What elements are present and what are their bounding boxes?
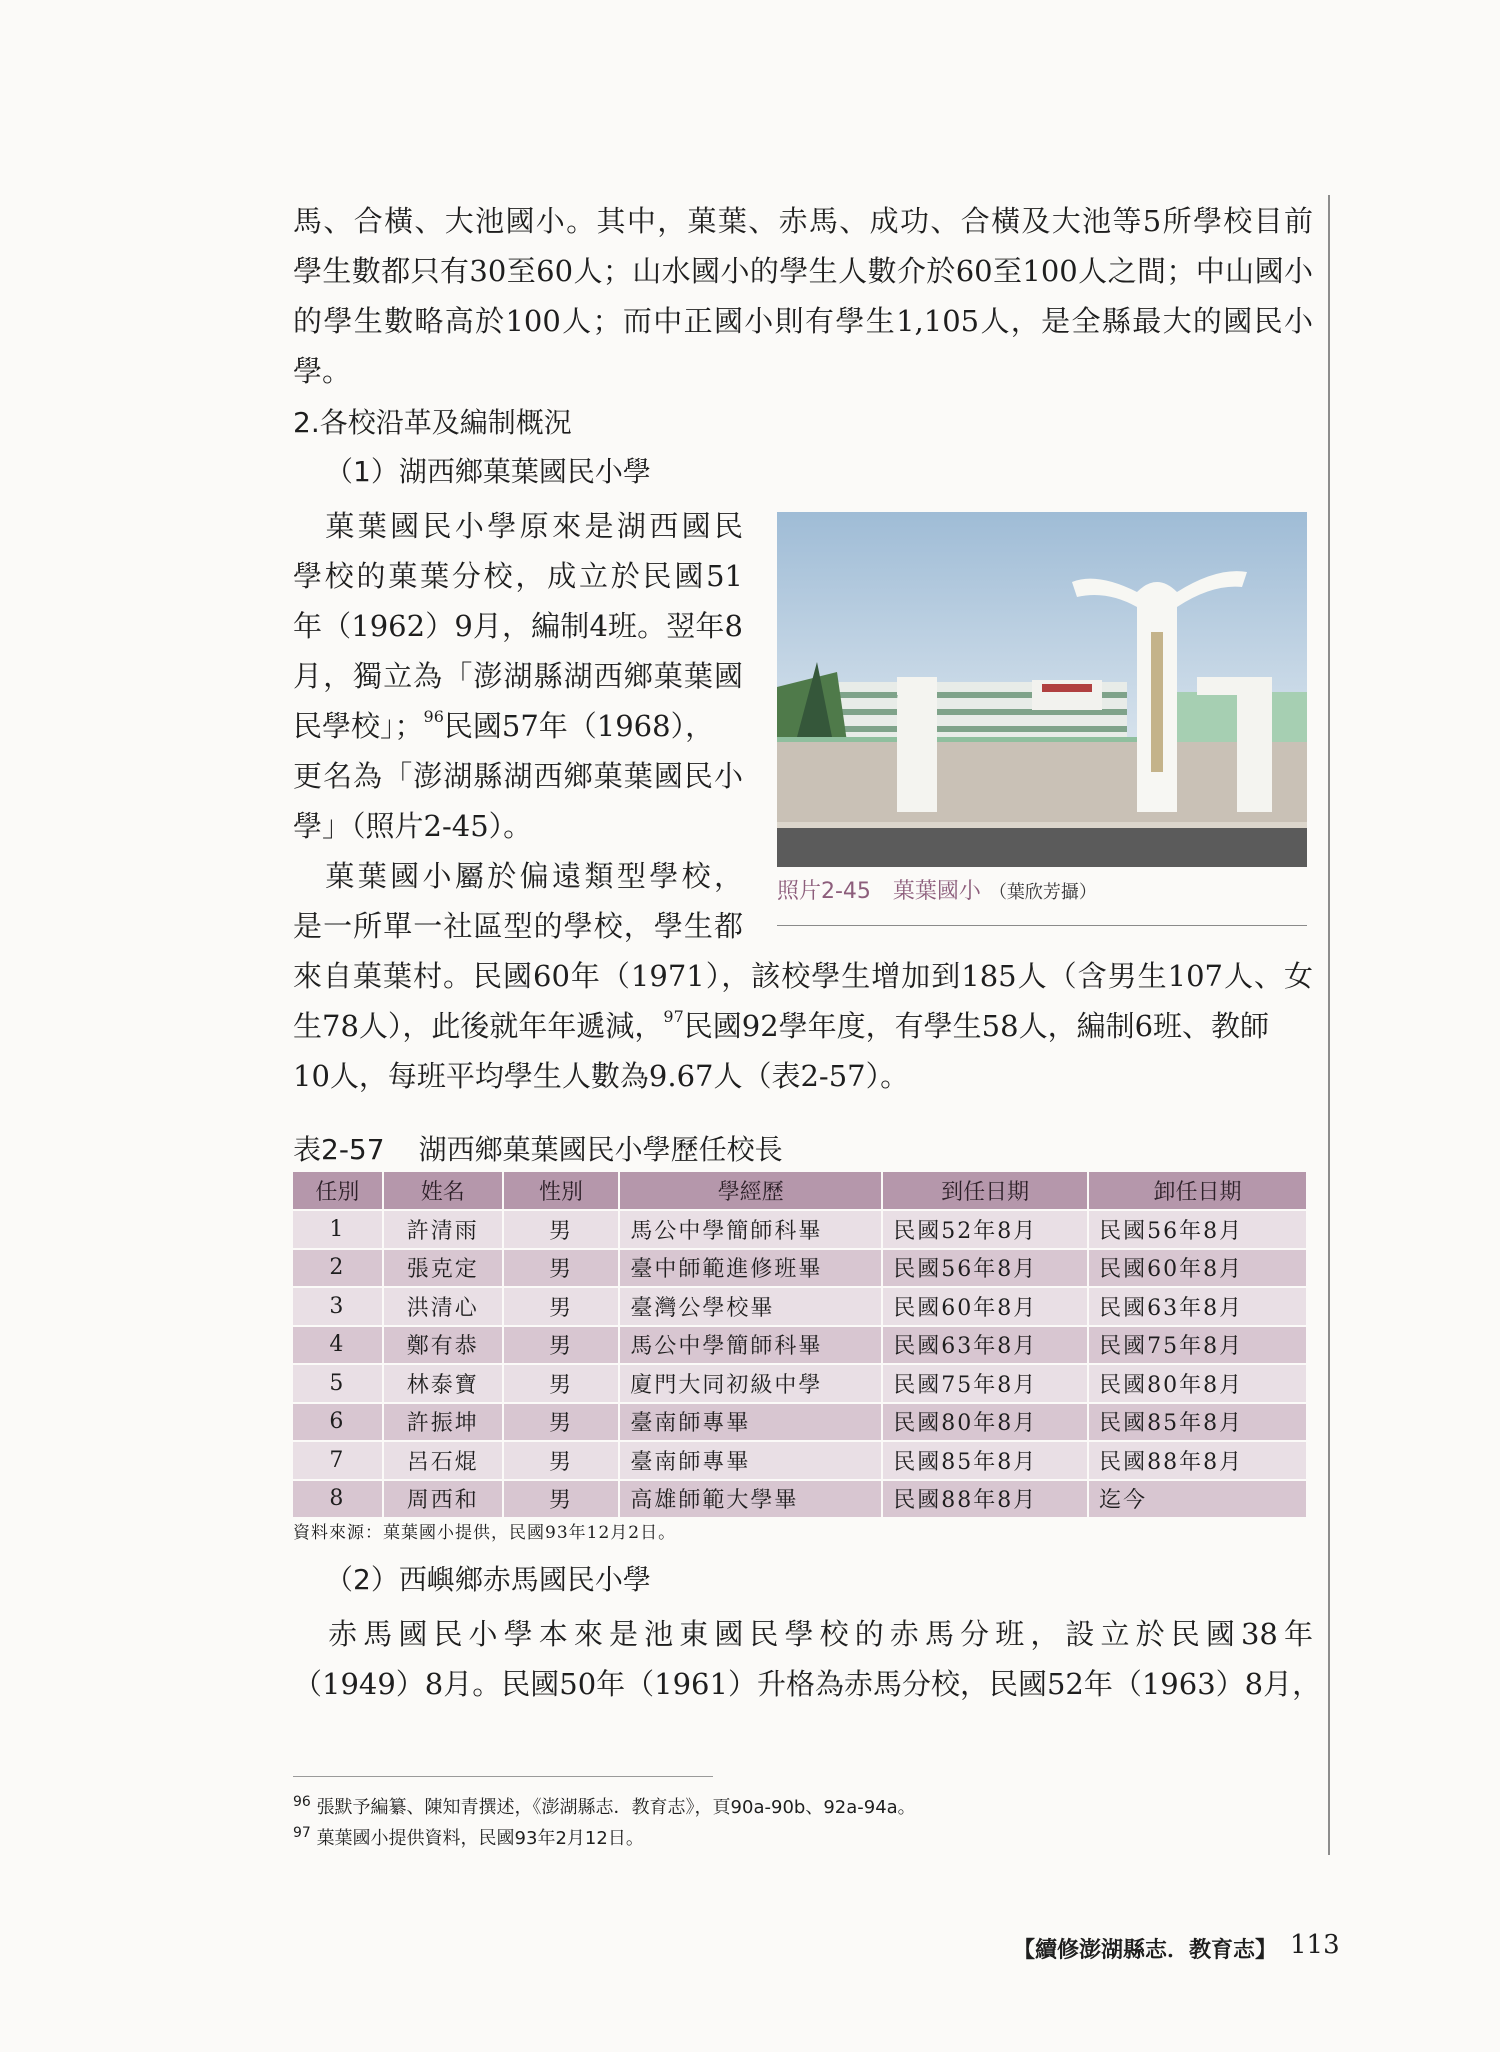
- cell-end-date: 民國88年8月: [1088, 1441, 1307, 1480]
- table-row: [293, 1480, 1307, 1518]
- cell-gender: 男: [503, 1480, 620, 1518]
- cell-background: 廈門大同初級中學: [619, 1364, 882, 1403]
- school-gate-photo: [777, 512, 1307, 867]
- cell-name: 林泰寶: [383, 1364, 503, 1403]
- history-line-5-head: 民學校」；: [293, 709, 424, 743]
- table-row: [293, 1364, 1307, 1403]
- cell-name: 呂石焜: [383, 1441, 503, 1480]
- footnote-96-number: 96: [293, 1794, 311, 1810]
- cell-start-date: 民國88年8月: [882, 1480, 1088, 1518]
- table-row: [293, 1249, 1307, 1288]
- footnote-rule: [293, 1776, 713, 1777]
- cell-end-date: 民國60年8月: [1088, 1249, 1307, 1288]
- cell-start-date: 民國56年8月: [882, 1249, 1088, 1288]
- enrollment-line-1: 來自菓葉村。民國60年（1971），該校學生增加到185人（含男生107人、女: [293, 959, 1313, 993]
- footnote-97: [293, 1824, 644, 1850]
- enrollment-line-3: 10人，每班平均學生人數為9.67人（表2-57）。: [293, 1059, 910, 1093]
- history-line-4: 月，獨立為「澎湖縣湖西鄉菓葉國: [293, 659, 743, 693]
- header-term: 任別: [293, 1172, 383, 1210]
- cell-start-date: 民國60年8月: [882, 1287, 1088, 1326]
- table-row: [293, 1441, 1307, 1480]
- caption-rule: [777, 925, 1307, 926]
- photo-illustration: [777, 512, 1307, 867]
- intro-paragraph: [293, 196, 1313, 396]
- table-row: [293, 1326, 1307, 1365]
- footnote-97-text: 菓葉國小提供資料，民國93年2月12日。: [316, 1828, 644, 1849]
- history-line-5: [293, 701, 743, 751]
- chima-line-1: 赤馬國民小學本來是池東國民學校的赤馬分班，設立於民國38年: [293, 1617, 1313, 1651]
- history-line-2: 學校的菓葉分校，成立於民國51: [293, 559, 743, 593]
- subsection-heading-1: （1）湖西鄉菓葉國民小學: [325, 455, 651, 488]
- cell-name: 洪清心: [383, 1287, 503, 1326]
- table-row: [293, 1287, 1307, 1326]
- cell-term: 2: [293, 1249, 383, 1288]
- cell-end-date: 迄今: [1088, 1480, 1307, 1518]
- cell-background: 臺南師專畢: [619, 1403, 882, 1442]
- history-line-9: 是一所單一社區型的學校，學生都: [293, 909, 743, 943]
- intro-line-2: 學生數都只有30至60人；山水國小的學生人數介於60至100人之間；中山國小: [293, 254, 1313, 288]
- history-line-5-tail: 民國57年（1968），: [443, 709, 715, 743]
- cell-term: 3: [293, 1287, 383, 1326]
- enrollment-paragraph: [293, 951, 1313, 1101]
- table-row: [293, 1403, 1307, 1442]
- history-line-7: 學」（照片2-45）。: [293, 809, 533, 843]
- enrollment-line-2: [293, 1001, 1313, 1051]
- cell-start-date: 民國63年8月: [882, 1326, 1088, 1365]
- history-line-6: 更名為「澎湖縣湖西鄉菓葉國民小: [293, 759, 743, 793]
- cell-name: 鄭有恭: [383, 1326, 503, 1365]
- photo-credit: （葉欣芳攝）: [988, 882, 1097, 903]
- cell-background: 馬公中學簡師科畢: [619, 1210, 882, 1249]
- cell-name: 周西和: [383, 1480, 503, 1518]
- cell-name: 張克定: [383, 1249, 503, 1288]
- cell-term: 4: [293, 1326, 383, 1365]
- cell-gender: 男: [503, 1403, 620, 1442]
- cell-gender: 男: [503, 1249, 620, 1288]
- cell-gender: 男: [503, 1287, 620, 1326]
- margin-rule: [1328, 195, 1330, 1855]
- cell-end-date: 民國56年8月: [1088, 1210, 1307, 1249]
- chima-line-2: （1949）8月。民國50年（1961）升格為赤馬分校，民國52年（1963）8月，: [293, 1667, 1322, 1701]
- cell-background: 臺灣公學校畢: [619, 1287, 882, 1326]
- chima-paragraph: [293, 1609, 1322, 1709]
- running-head: 【續修澎湖縣志．教育志】: [1013, 1937, 1278, 1963]
- intro-line-1: 馬、合橫、大池國小。其中，菓葉、赤馬、成功、合橫及大池等5所學校目前: [293, 204, 1313, 238]
- subsection-heading-2: （2）西嶼鄉赤馬國民小學: [325, 1563, 651, 1596]
- header-end-date: 卸任日期: [1088, 1172, 1307, 1210]
- cell-background: 馬公中學簡師科畢: [619, 1326, 882, 1365]
- intro-line-3: 的學生數略高於100人；而中正國小則有學生1,105人，是全縣最大的國民小: [293, 304, 1313, 338]
- table-header-row: [293, 1172, 1307, 1210]
- table-row: [293, 1210, 1307, 1249]
- history-line-3: 年（1962）9月，編制4班。翌年8: [293, 609, 743, 643]
- footnote-ref-97: 97: [663, 1007, 684, 1026]
- photo-caption-text: 照片2-45 菓葉國小: [777, 879, 981, 904]
- cell-background: 高雄師範大學畢: [619, 1480, 882, 1518]
- cell-term: 5: [293, 1364, 383, 1403]
- page-number: 113: [1290, 1930, 1340, 1960]
- cell-start-date: 民國75年8月: [882, 1364, 1088, 1403]
- cell-term: 8: [293, 1480, 383, 1518]
- history-line-1: 菓葉國民小學原來是湖西國民: [293, 509, 743, 543]
- footnote-96: [293, 1793, 916, 1819]
- cell-gender: 男: [503, 1441, 620, 1480]
- intro-line-4: 學。: [293, 354, 352, 388]
- cell-term: 7: [293, 1441, 383, 1480]
- section-heading: 2.各校沿革及編制概況: [293, 406, 572, 439]
- cell-background: 臺南師專畢: [619, 1441, 882, 1480]
- cell-start-date: 民國80年8月: [882, 1403, 1088, 1442]
- table-source: 資料來源：菓葉國小提供，民國93年12月2日。: [293, 1523, 677, 1543]
- table-title: 湖西鄉菓葉國民小學歷任校長: [418, 1133, 783, 1166]
- cell-term: 6: [293, 1403, 383, 1442]
- cell-name: 許振坤: [383, 1403, 503, 1442]
- cell-term: 1: [293, 1210, 383, 1249]
- footnote-ref-96: 96: [423, 707, 444, 726]
- school-history-paragraph: [293, 501, 743, 951]
- cell-end-date: 民國75年8月: [1088, 1326, 1307, 1365]
- cell-start-date: 民國85年8月: [882, 1441, 1088, 1480]
- cell-background: 臺中師範進修班畢: [619, 1249, 882, 1288]
- footnote-97-number: 97: [293, 1825, 311, 1841]
- cell-gender: 男: [503, 1210, 620, 1249]
- principals-table: [293, 1172, 1308, 1517]
- header-start-date: 到任日期: [882, 1172, 1088, 1210]
- cell-end-date: 民國85年8月: [1088, 1403, 1307, 1442]
- photo-caption: [777, 874, 1097, 905]
- header-background: 學經歷: [619, 1172, 882, 1210]
- cell-start-date: 民國52年8月: [882, 1210, 1088, 1249]
- history-line-8: 菓葉國小屬於偏遠類型學校，: [293, 859, 743, 893]
- enrollment-line-2-tail: 民國92學年度，有學生58人，編制6班、教師: [683, 1009, 1270, 1043]
- cell-gender: 男: [503, 1364, 620, 1403]
- footnote-96-text: 張默予編纂、陳知青撰述，《澎湖縣志．教育志》，頁90a-90b、92a-94a。: [316, 1797, 916, 1818]
- header-name: 姓名: [383, 1172, 503, 1210]
- enrollment-line-2-head: 生78人），此後就年年遞減，: [293, 1009, 664, 1043]
- table-label: 表2-57: [293, 1133, 385, 1166]
- cell-end-date: 民國80年8月: [1088, 1364, 1307, 1403]
- header-gender: 性別: [503, 1172, 620, 1210]
- cell-gender: 男: [503, 1326, 620, 1365]
- cell-name: 許清雨: [383, 1210, 503, 1249]
- table-caption: [293, 1130, 783, 1170]
- cell-end-date: 民國63年8月: [1088, 1287, 1307, 1326]
